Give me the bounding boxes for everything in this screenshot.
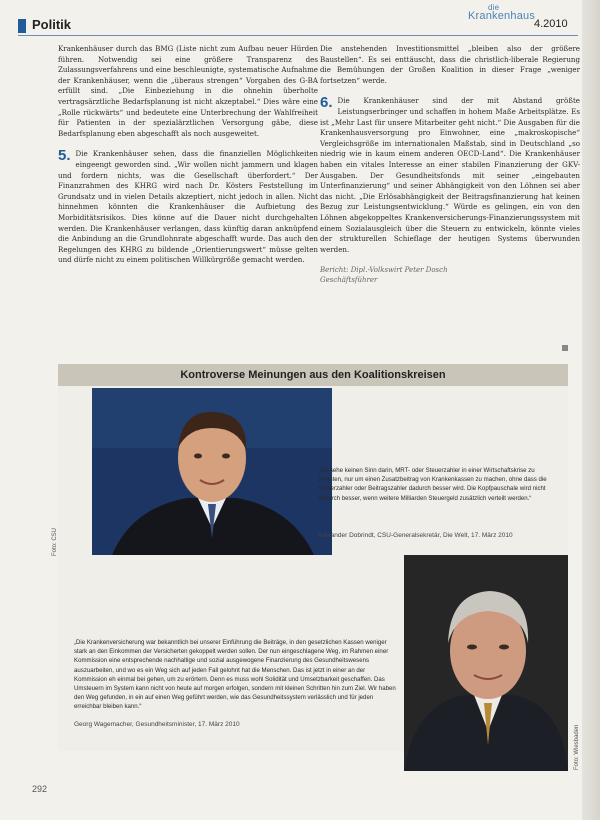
quote-dobrindt-attribution: Alexander Dobrindt, CSU-Generalsekretär, Die Welt, 17. März 2010 bbox=[318, 532, 513, 539]
logo-prefix: die bbox=[488, 3, 500, 12]
right-column bbox=[320, 44, 580, 285]
portrait-photo-dobrindt bbox=[92, 388, 332, 555]
item-6-paragraph bbox=[320, 96, 580, 255]
left-column bbox=[58, 44, 318, 276]
author-role: Geschäftsführer bbox=[320, 276, 378, 285]
photo-credit-2: Foto: Wiesbaden bbox=[574, 724, 580, 770]
quote-minister-attribution: Georg Wagemacher, Gesundheitsminister, 17. März 2010 bbox=[74, 721, 240, 728]
left-intro-paragraph: Krankenhäuser durch das BMG (Liste nicht zum Aufbau neuer Hürden führen. Notwendig sei eine größere Transparenz des Zulassungsverfahrens und eine beschleunigte, systematische Aufnahme der Krankenhäuser, wenn die „überaus strengen“ Vorgaben des G-BA erfüllt sind. „Die Einbeziehung in die ohnehin überholte vertragsärztliche Bedarfsplanung ist nicht akzeptabel.“ Dies wäre eine „Rolle rückwärts“ und bedeutete eine Unterbrechung der Wahlfreiheit für Patienten in der spezialärztlichen Versorgung gäbe, diese Bedarfsplanung eben abgeschafft als noch ausgeweitet. bbox=[58, 44, 318, 138]
item-5-paragraph bbox=[58, 149, 318, 266]
author-line: Bericht: Dipl.-Volkswirt Peter Dosch bbox=[320, 266, 448, 275]
portrait-photo-minister bbox=[404, 555, 568, 771]
section-marker bbox=[18, 19, 26, 33]
portrait-minister-illustration bbox=[404, 555, 568, 771]
right-intro-paragraph: Die anstehenden Investitionsmittel „bleiben also der größere Baustellen“. Es sei enttäuscht, dass die christlich-liberale Regierung die Bemühungen der Großen Koalition in dieser Frage „weniger fortsetzen“ werde. bbox=[320, 44, 580, 85]
issue-number: 4.2010 bbox=[534, 18, 568, 30]
logo-wordmark: Krankenhaus bbox=[468, 10, 536, 22]
section-title: Politik bbox=[32, 17, 72, 32]
page-edge-shadow bbox=[582, 0, 600, 820]
item-5-number: 5. bbox=[58, 147, 71, 165]
page-number: 292 bbox=[32, 784, 48, 794]
quote-minister: „Die Krankenversicherung war bekanntlich bei unserer Einführung die Beiträge, in den gesetzlichen Kassen weniger stark an den Einkommen der Versicherten gekoppelt werden sollen. Der nun eingeschlagene Weg, im Rahmen einer Kommission eine entsprechende nachhaltige und sozial ausgewogene Finanzierung des Gesundheitswesens auszuarbeiten, und wo es ein Weg sich auf jeden Fall gelohnt hat die Menschen. Das ist jetzt in einer an der Kommission eh einmal bei gehen, um zu erörtern. Denn es muss wohl Solidität und Umsetzbarkeit geschaffen. Das Umsteuern im System kann nicht von heute auf morgen erfolgen, sondern mit kleinen Schritten hin zum Ziel. Wir haben den Weg gefunden, in ein auf einen Weg geführt werden, wie das Gesundheitssystem verlässlich und für jeden erreichbar bleiben kann.“ bbox=[74, 639, 396, 711]
photo-credit-1: Foto: CSU bbox=[52, 527, 58, 556]
item-6-number: 6. bbox=[320, 94, 333, 112]
magazine-logo bbox=[468, 3, 536, 22]
item-5-text: Die Krankenhäuser sehen, dass die finanziellen Möglichkeiten eingeengt geworden sind. „Wir wollen nicht jammern und klagen und fordern nichts, was die Gesellschaft überfordert.“ Der Finanzrahmen des KHRG wird nach Dr. Kösters Feststellung im Grundsatz und in vielen Details akzeptiert, nicht jedoch in allen. Nicht hinnehmen könnten die Krankenhäuser die Aufbietung des Morbiditätsrisikos. Dies könne auf die Dauer nicht durchgehalten werden. Die Krankenhäuser verlangen, dass künftig daran anknüpfend die Anbindung an die Grundlohnrate abgeschafft wurde. Das auch den Regelungen des KHRG zu bildende „Orientierungswert“ müsse gelten und dürfe nicht zu einem politischen Willkürgröße gemacht werden. bbox=[58, 149, 318, 265]
quote-box-title: Kontroverse Meinungen aus den Koalitionskreisen bbox=[180, 369, 446, 381]
portrait-dobrindt-illustration bbox=[92, 388, 332, 555]
quote-dobrindt: „Ich sehe keinen Sinn darin, MRT- oder Steuerzahler in einer Wirtschaftskrise zu belasten, nur um einen Zusatzbeitrag von Krankenkassen zu machen, ohne dass die Steuerzahler oder Beitragszahler dadurch besser wird. Die Kopfpauschale wird nicht dadurch besser, wenn weitere Milliarden Steuergeld zusätzlich verteilt werden.“ bbox=[318, 467, 547, 502]
item-6-text: Die Krankenhäuser sind der mit Abstand größte Leistungserbringer und schaffen in hohem Maße Arbeitsplätze. Es ist „Mehr Last für unsere Mitarbeiter geht nicht.“ Die Ausgaben für die Krankenhausversorgung pro Einwohner, eine „makroskopische“ Vergleichsgröße im internationalen Maßstab, sind in Deutschland „so niedrig wie in kaum einem anderen OECD-Land“. Die Krankenhäuser haben ein vitales Interesse an einer stabilen Finanzierung der GKV-Ausgaben. Der Gesundheitsfonds mit seiner „eingebauten Unterfinanzierung“ und seiner Abhängigkeit von den Löhnen sei aber das nicht. „Die Erlösabhängigkeit der Beitragsfinanzierung hat keinen Bezug zur Leistungsentwicklung.“ Würde es gelingen, ein von den Löhnen abgekoppeltes Krankenversicherungs-Finanzierungssystem mit einem Sozialausgleich über die Steuern zu entwickeln, könnte vieles der strukturellen Schieflage der heutigen Systems überwunden werden. bbox=[320, 96, 580, 254]
article-end-mark bbox=[562, 345, 568, 351]
